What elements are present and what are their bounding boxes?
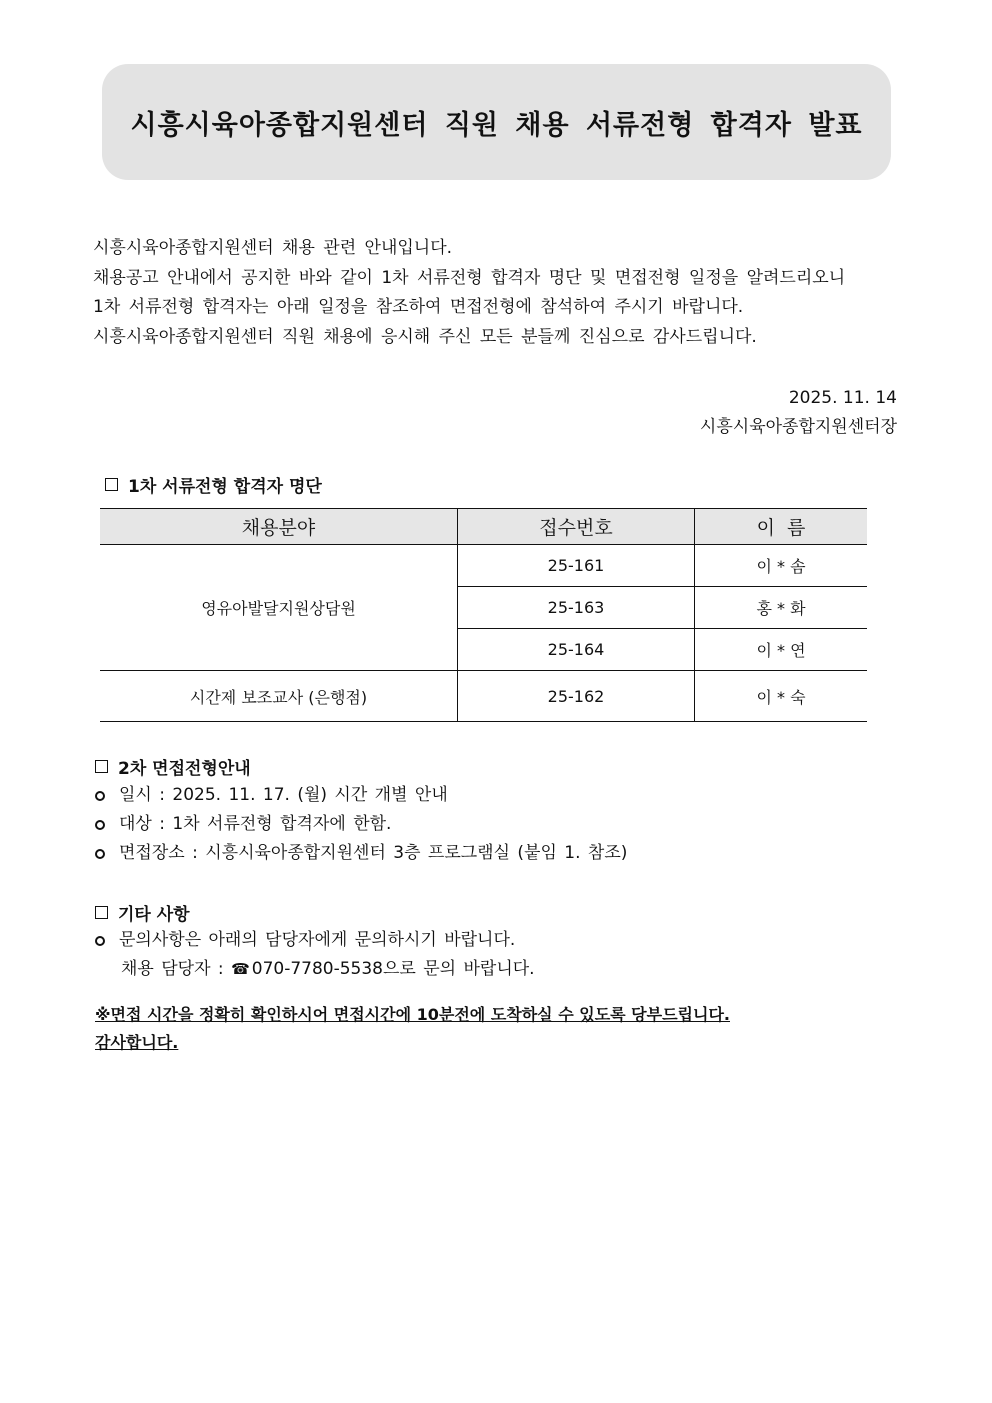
- intro-line: 시흥시육아종합지원센터 직원 채용에 응시해 주신 모든 분들께 진심으로 감사드립니다.: [93, 326, 757, 347]
- list-item: [95, 926, 535, 955]
- signer-name: 시흥시육아종합지원센터장: [699, 416, 897, 437]
- announcement-date: 2025. 11. 14: [788, 388, 897, 408]
- contact-phone: 070-7780-5538으로 문의 바랍니다.: [251, 959, 535, 979]
- bullet-circle-icon: [95, 936, 105, 946]
- list-item: [95, 839, 627, 868]
- section3-heading: [95, 900, 190, 925]
- phone-icon: ☎: [231, 960, 250, 978]
- bullet-circle-icon: [95, 820, 105, 830]
- cell-name: 홍 * 화: [695, 587, 868, 629]
- cell-number: 25-164: [458, 629, 695, 671]
- bullet-circle-icon: [95, 791, 105, 801]
- cell-number: 25-162: [458, 671, 695, 722]
- header-name: 이 름: [695, 509, 868, 545]
- section2-heading-text: 2차 면접전형안내: [118, 759, 251, 779]
- cell-name: 이 * 솜: [695, 545, 868, 587]
- cell-name: 이 * 연: [695, 629, 868, 671]
- list-item: [95, 810, 627, 839]
- interview-place: 면접장소 : 시흥시육아종합지원센터 3층 프로그램실 (붙임 1. 참조): [119, 843, 628, 863]
- bullet-circle-icon: [95, 849, 105, 859]
- checkbox-icon: [105, 478, 118, 491]
- contact-line: [95, 955, 535, 984]
- table-row: [100, 671, 867, 722]
- contact-prefix: 채용 담당자 :: [121, 959, 232, 979]
- notice-line: ※면접 시간을 정확히 확인하시어 면접시간에 10분전에 도착하실 수 있도록 당부드립니다.: [95, 1005, 730, 1024]
- list-item: [95, 781, 627, 810]
- checkbox-icon: [95, 760, 108, 773]
- header-number: 접수번호: [458, 509, 695, 545]
- intro-line: 1차 서류전형 합격자는 아래 일정을 참조하여 면접전형에 참석하여 주시기 바랍니다.: [93, 297, 744, 317]
- table-header-row: [100, 509, 867, 545]
- section1-heading-text: 1차 서류전형 합격자 명단: [128, 477, 322, 497]
- section2-heading: [95, 754, 251, 779]
- interview-info-list: [95, 781, 627, 868]
- checkbox-icon: [95, 906, 108, 919]
- cell-name: 이 * 숙: [695, 671, 868, 722]
- interview-target: 대상 : 1차 서류전형 합격자에 한함.: [119, 814, 392, 834]
- signature-block: [700, 384, 897, 441]
- passer-table: [100, 508, 867, 722]
- notice-thanks: 감사합니다.: [95, 1033, 179, 1052]
- intro-line: 채용공고 안내에서 공지한 바와 같이 1차 서류전형 합격자 명단 및 면접전형 일정을 알려드리오니: [93, 267, 846, 288]
- interview-date: 일시 : 2025. 11. 17. (월) 시간 개별 안내: [119, 785, 448, 805]
- table-row: [100, 545, 867, 587]
- section1-heading: [105, 472, 322, 497]
- section3-heading-text: 기타 사항: [118, 905, 190, 925]
- cell-field: 영유아발달지원상담원: [100, 545, 458, 671]
- title-box: [102, 64, 891, 180]
- cell-field: 시간제 보조교사 (은행점): [100, 671, 458, 722]
- cell-number: 25-161: [458, 545, 695, 587]
- page-title: 시흥시육아종합지원센터 직원 채용 서류전형 합격자 발표: [130, 109, 863, 141]
- closing-notice: [95, 1001, 730, 1057]
- intro-paragraph: [93, 234, 898, 352]
- header-field: 채용분야: [100, 509, 458, 545]
- inquiry-text: 문의사항은 아래의 담당자에게 문의하시기 바랍니다.: [119, 930, 516, 950]
- other-info-list: [95, 926, 535, 984]
- cell-number: 25-163: [458, 587, 695, 629]
- intro-line: 시흥시육아종합지원센터 채용 관련 안내입니다.: [93, 238, 453, 258]
